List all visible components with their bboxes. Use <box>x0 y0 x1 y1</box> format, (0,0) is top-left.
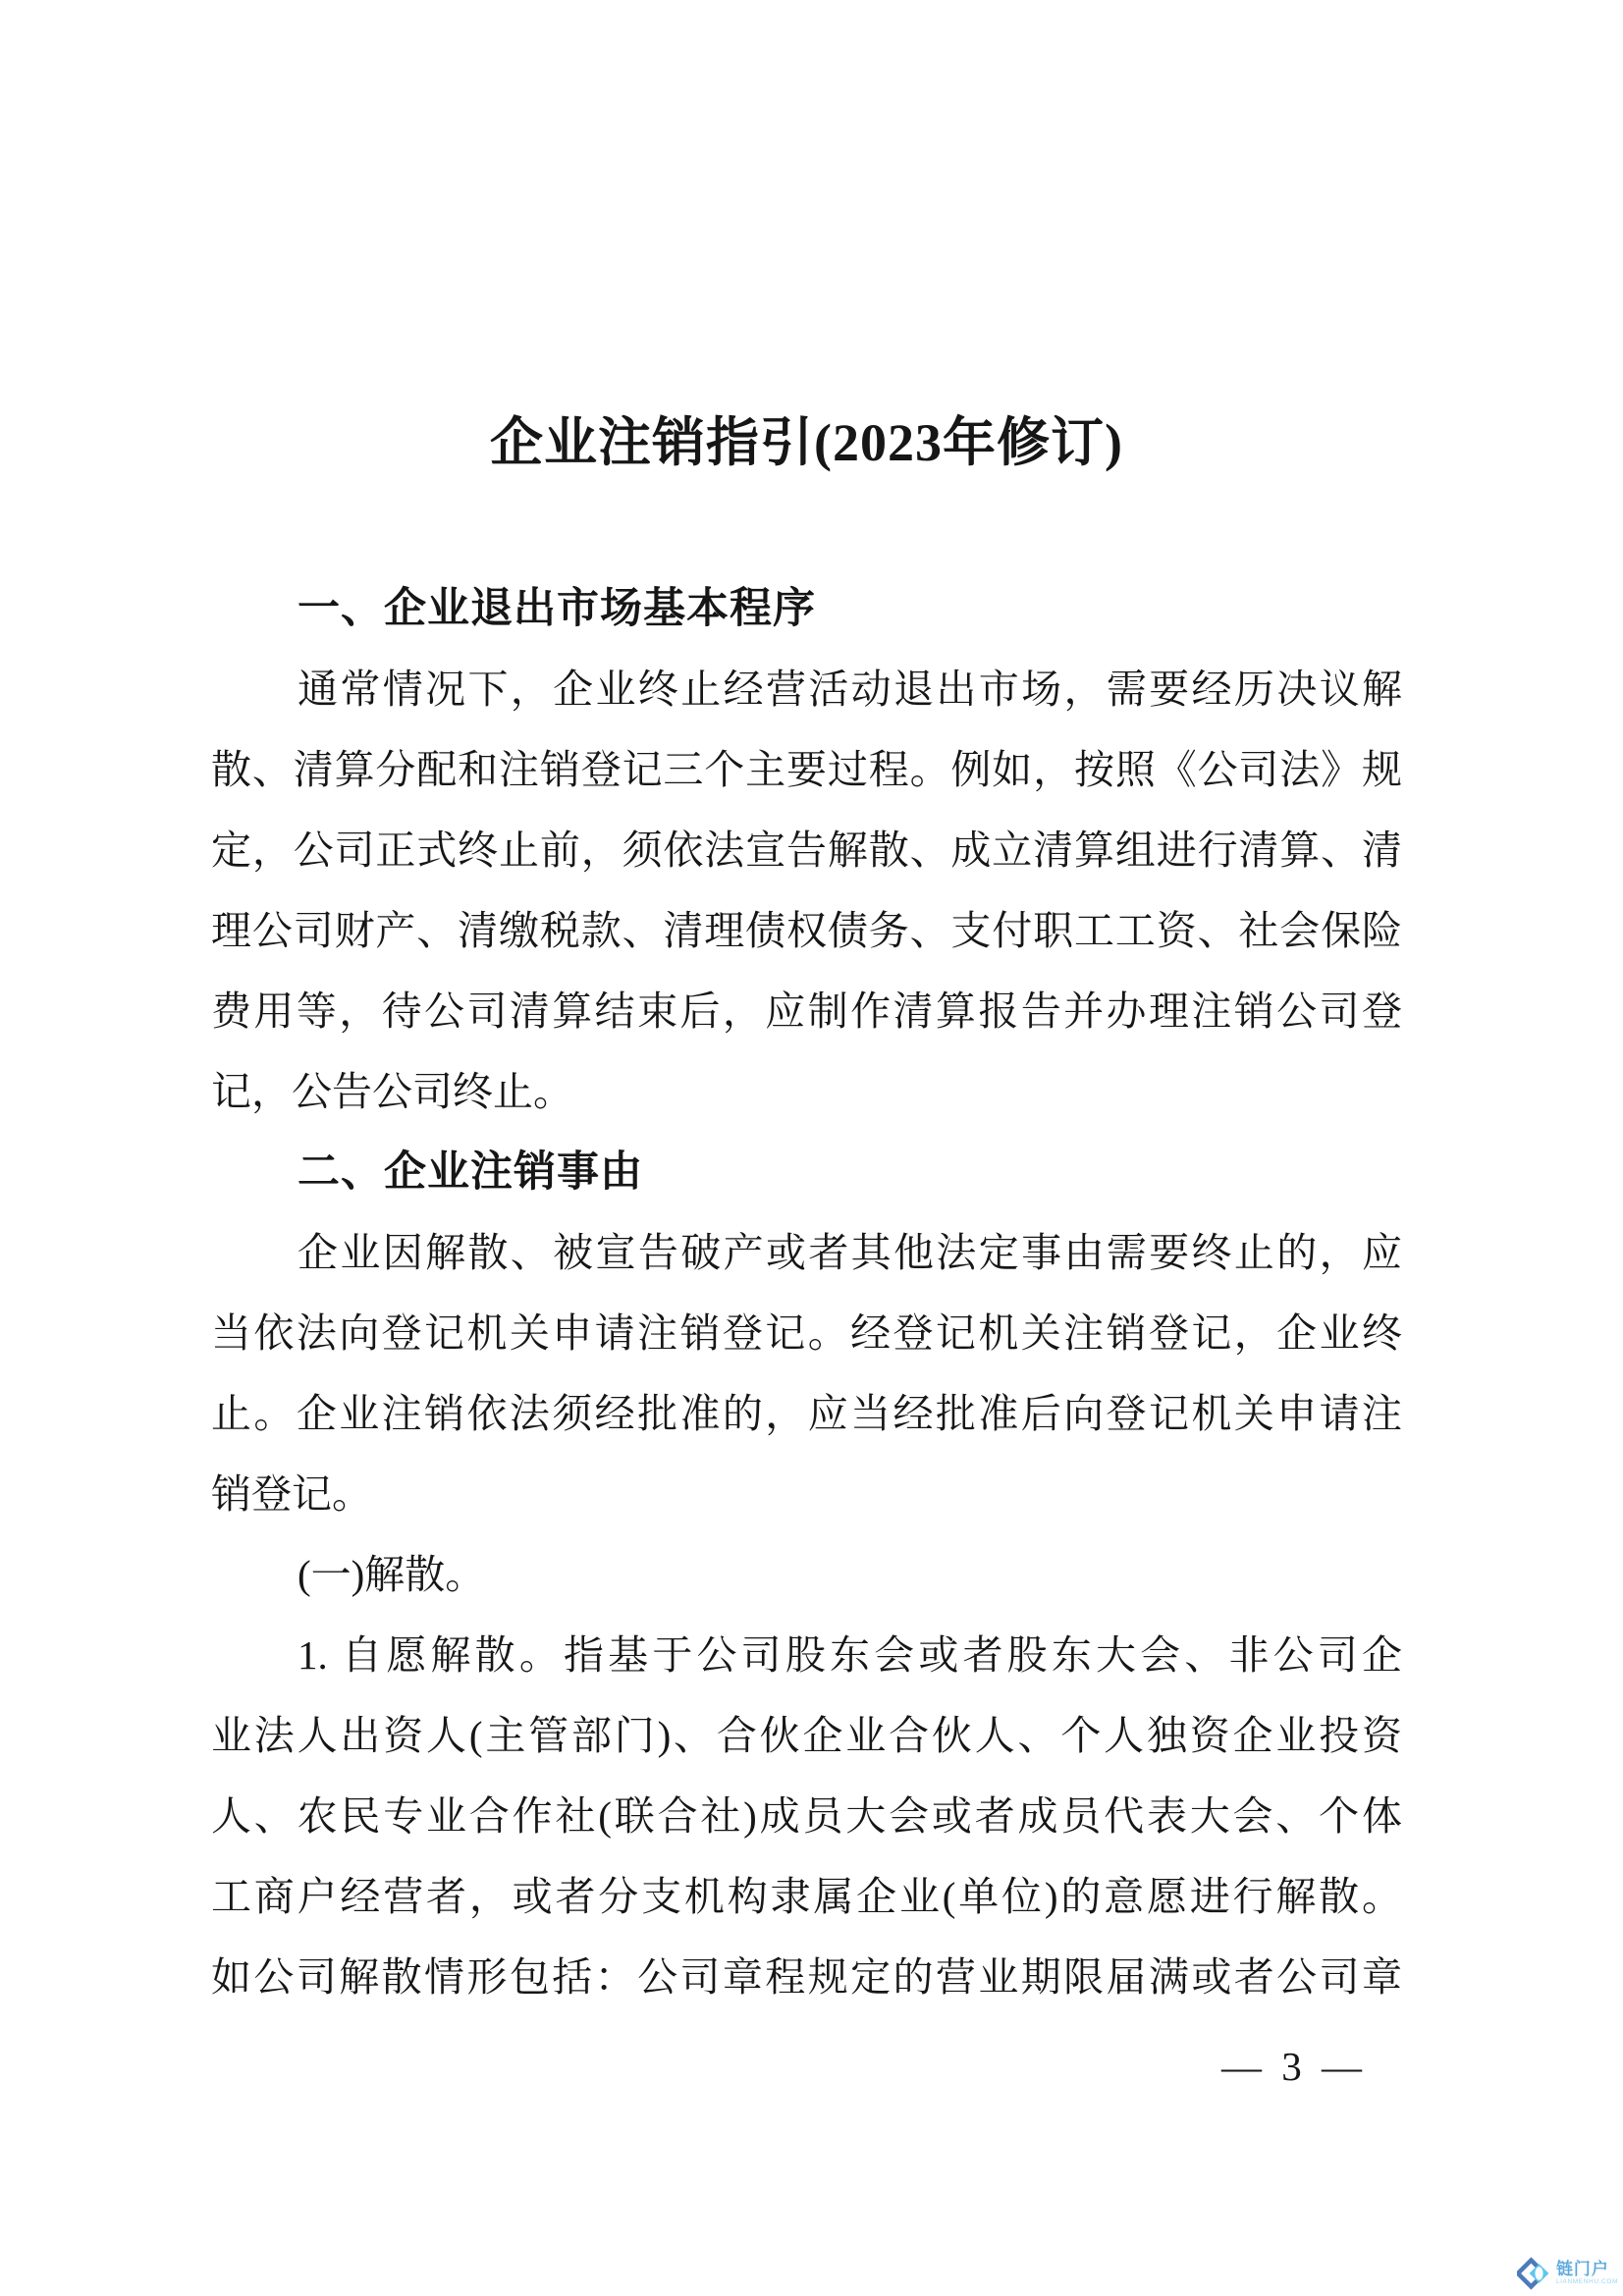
text-line: 散、清算分配和注销登记三个主要过程。例如，按照《公司法》规 <box>211 747 1402 792</box>
text-line: 如公司解散情形包括：公司章程规定的营业期限届满或者公司章 <box>211 1954 1402 2000</box>
diamond-logo-icon <box>1517 2256 1552 2291</box>
document-title: 企业注销指引(2023年修订) <box>490 413 1123 472</box>
text-line: 销登记。 <box>211 1471 372 1517</box>
subsection-heading: (一)解散。 <box>298 1552 486 1597</box>
paragraph <box>211 1615 1402 2017</box>
text-line: 企业因解散、被宣告破产或者其他法定事由需要终止的，应 <box>298 1230 1402 1275</box>
paragraph <box>211 649 1402 1132</box>
watermark-site-domain: LIANMENHU.COM <box>1555 2278 1618 2286</box>
text-line: 止。企业注销依法须经批准的，应当经批准后向登记机关申请注 <box>211 1391 1402 1436</box>
paragraph <box>211 1212 1402 1534</box>
text-line: 费用等，待公司清算结束后，应制作清算报告并办理注销公司登 <box>211 988 1402 1034</box>
text-line: 人、农民专业合作社(联合社)成员大会或者成员代表大会、个体 <box>211 1793 1402 1839</box>
text-line: 当依法向登记机关申请注销登记。经登记机关注销登记，企业终 <box>211 1310 1402 1356</box>
text-line: 工商户经营者，或者分支机构隶属企业(单位)的意愿进行解散。 <box>211 1874 1402 1919</box>
text-line: 业法人出资人(主管部门)、合伙企业合伙人、个人独资企业投资 <box>211 1713 1402 1758</box>
page-number: — 3 — <box>1221 2044 1367 2089</box>
text-line: 1. 自愿解散。指基于公司股东会或者股东大会、非公司企 <box>298 1632 1402 1678</box>
text-line: 定，公司正式终止前，须依法宣告解散、成立清算组进行清算、清 <box>211 828 1402 873</box>
watermark-site-name: 链门户 <box>1555 2260 1609 2279</box>
section-heading: 一、企业退出市场基本程序 <box>298 585 816 632</box>
watermark-text-group <box>1556 2261 1618 2286</box>
section-heading: 二、企业注销事由 <box>298 1148 643 1196</box>
page-content <box>211 0 1402 2107</box>
site-watermark <box>1517 2256 1618 2291</box>
text-line: 记，公告公司终止。 <box>211 1069 573 1114</box>
text-line: 通常情况下，企业终止经营活动退出市场，需要经历决议解 <box>298 667 1402 712</box>
document-body <box>211 568 1402 2017</box>
text-line: 理公司财产、清缴税款、清理债权债务、支付职工工资、社会保险 <box>211 908 1402 953</box>
